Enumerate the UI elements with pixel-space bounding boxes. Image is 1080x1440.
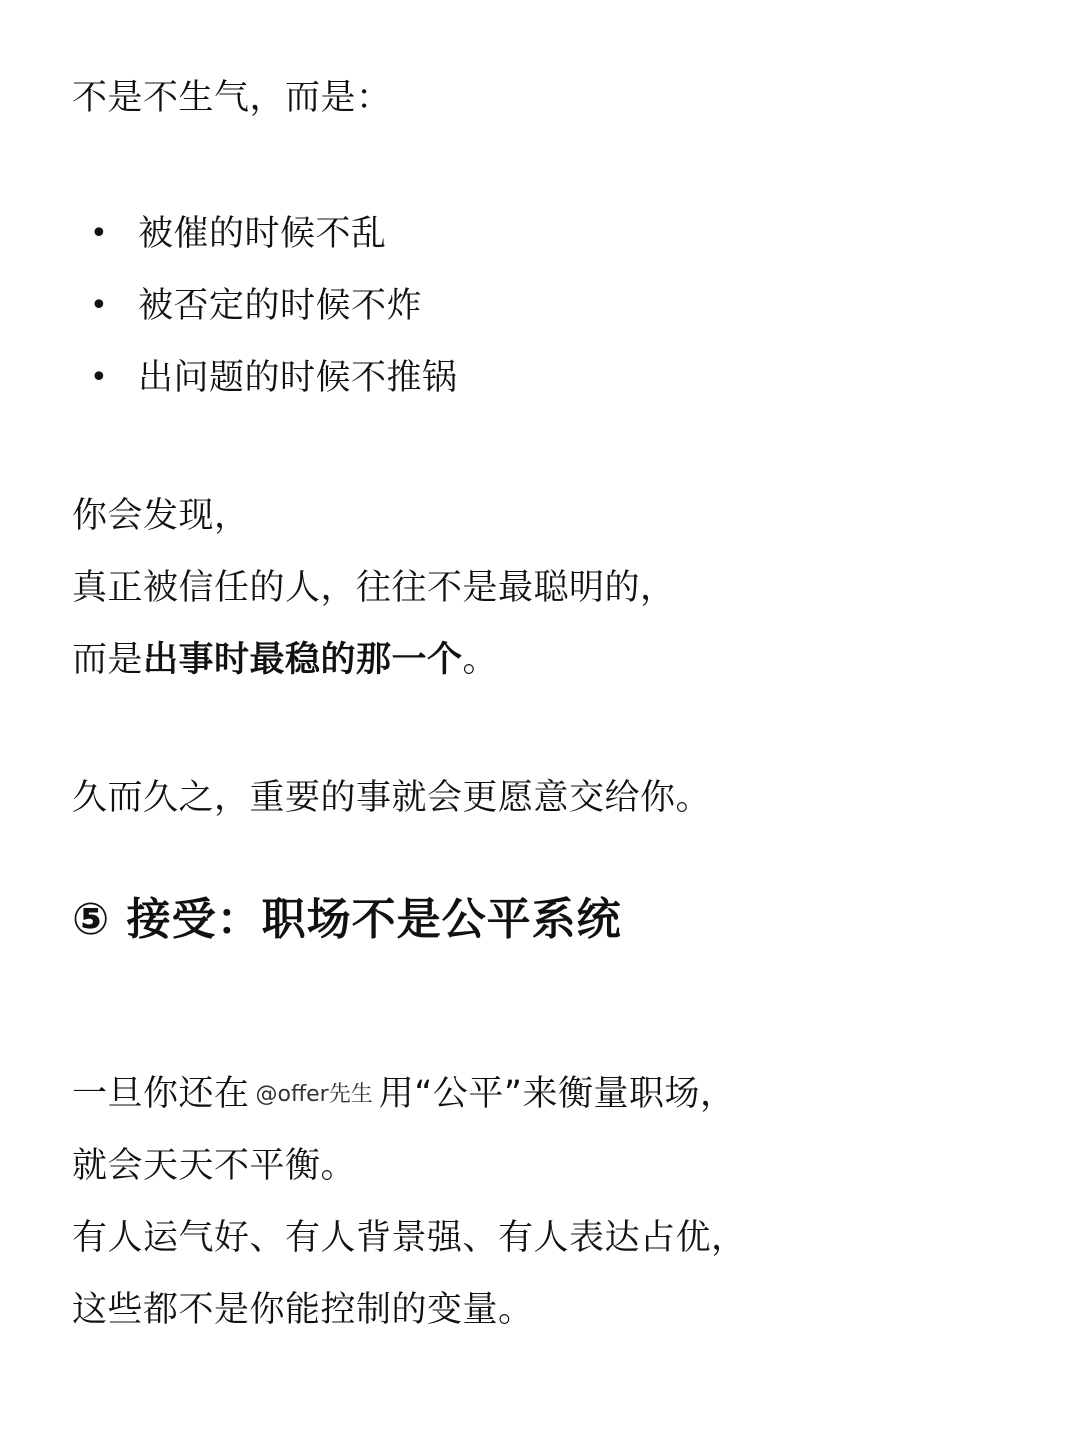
paragraph-line: 真正被信任的人，往往不是最聪明的， — [72, 568, 676, 608]
watermark-text: @offer先生 — [255, 1082, 373, 1107]
emphasis-text: 出事时最稳的那一个 — [143, 640, 463, 680]
line-suffix: 。 — [462, 640, 499, 680]
line-prefix: 一旦你还在 — [72, 1074, 250, 1114]
paragraph-line — [72, 1070, 735, 1119]
paragraph-line: 久而久之，重要的事就会更愿意交给你。 — [72, 778, 712, 818]
paragraph-line: 这些都不是你能控制的变量。 — [72, 1290, 534, 1330]
bullet-text: 被否定的时候不炸 — [138, 286, 423, 326]
bullet-dot-icon: • — [90, 216, 108, 251]
section-heading: ⑤ 接受：职场不是公平系统 — [72, 894, 622, 945]
bullet-dot-icon: • — [90, 288, 108, 323]
paragraph-line: 就会天天不平衡。 — [72, 1146, 357, 1186]
line-suffix: 用“公平”来衡量职场， — [378, 1074, 736, 1114]
paragraph-line: 有人运气好、有人背景强、有人表达占优， — [72, 1218, 747, 1258]
bullet-text: 出问题的时候不推锅 — [138, 358, 458, 398]
bullet-text: 被催的时候不乱 — [138, 214, 387, 254]
paragraph-line: 你会发现， — [72, 496, 250, 536]
line-prefix: 而是 — [72, 640, 144, 680]
intro-line: 不是不生气，而是： — [72, 78, 392, 118]
paragraph-line — [72, 636, 498, 684]
bullet-dot-icon: • — [90, 360, 108, 395]
